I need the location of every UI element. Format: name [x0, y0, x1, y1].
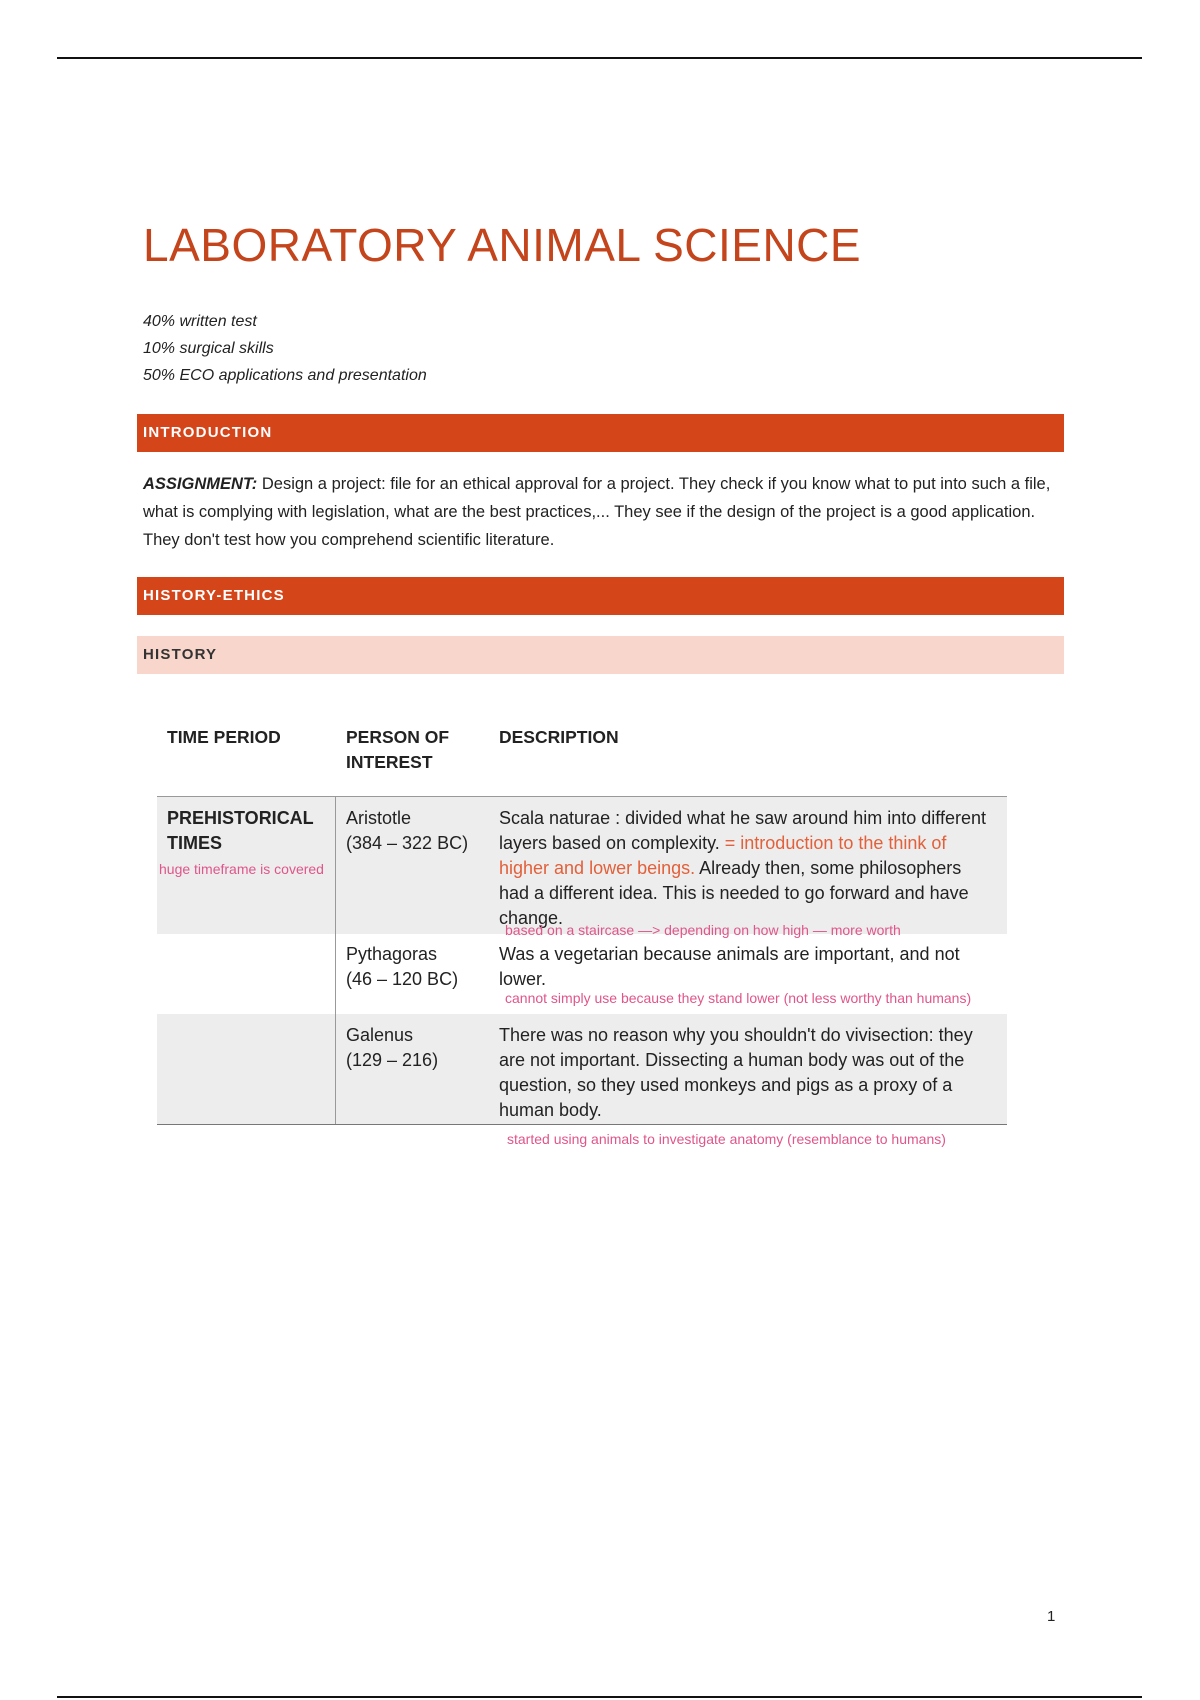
assignment-lead: ASSIGNMENT:: [143, 475, 258, 493]
cell-description: There was no reason why you shouldn't do vivisection: they are not important. Dissecting a human body was out of the question, so they used monkeys and pigs as a proxy of a human body.: [499, 1025, 973, 1120]
person-dates: (384 – 322 BC): [346, 833, 469, 853]
grade-item: 10% surgical skills: [143, 340, 274, 357]
table-header: [157, 720, 1007, 796]
page-number: 1: [1047, 1608, 1056, 1625]
cell-person: [346, 806, 468, 856]
section-heading-introduction: INTRODUCTION: [137, 414, 1064, 452]
person-dates: (46 – 120 BC): [346, 969, 459, 989]
section-heading-history-ethics: HISTORY-ETHICS: [137, 577, 1064, 615]
assignment-paragraph: [143, 470, 1063, 554]
table-footnote: [157, 1125, 1007, 1155]
header-person: PERSON OF INTEREST: [346, 727, 450, 772]
table-row: [157, 1014, 1007, 1125]
footer-rule: [57, 1696, 1142, 1698]
column-divider: [335, 797, 336, 934]
person-name: Galenus: [346, 1025, 414, 1045]
cell-period: PREHISTORICAL TIMES: [167, 808, 314, 853]
history-table: [157, 720, 1007, 1155]
handwritten-note: started using animals to investigate anatomy (resemblance to humans): [507, 1131, 946, 1147]
person-dates: (129 – 216): [346, 1050, 439, 1070]
header-time-period: TIME PERIOD: [167, 727, 281, 747]
person-name: Aristotle: [346, 808, 412, 828]
description-text: Already then, some philosophers had a different idea. This is needed to go forward and have change.: [499, 858, 969, 928]
grade-breakdown: [143, 308, 427, 389]
cell-description: Was a vegetarian because animals are important, and not lower.: [499, 944, 960, 989]
description-text: Scala naturae : divided what he saw around him into different layers based on complexity.: [499, 808, 986, 853]
column-divider: [335, 1014, 336, 1124]
handwritten-note: huge timeframe is covered: [159, 861, 324, 877]
highlighted-text: = introduction to the think of higher and lower beings.: [499, 833, 947, 878]
assignment-text: Design a project: file for an ethical approval for a project. They check if you know what to put into such a file, what is complying with legislation, what are the best practices,... They see if the design of the project is a good application. They don't test how you comprehend scientific literature.: [143, 475, 1051, 549]
grade-item: 50% ECO applications and presentation: [143, 367, 427, 384]
table-row: [157, 796, 1007, 938]
handwritten-note: based on a staircase —> depending on how high — more worth: [505, 922, 901, 938]
column-divider: [335, 934, 336, 1014]
subsection-heading-history: HISTORY: [137, 636, 1064, 674]
cell-person: [346, 942, 458, 992]
header-description: DESCRIPTION: [499, 727, 619, 747]
header-rule: [57, 57, 1142, 59]
page-title: LABORATORY ANIMAL SCIENCE: [143, 219, 862, 271]
grade-item: 40% written test: [143, 313, 257, 330]
cell-person: [346, 1023, 438, 1073]
cell-description: [499, 806, 994, 931]
handwritten-note: cannot simply use because they stand lower (not less worthy than humans): [505, 990, 972, 1006]
person-name: Pythagoras: [346, 944, 438, 964]
table-row: [157, 934, 1007, 1014]
